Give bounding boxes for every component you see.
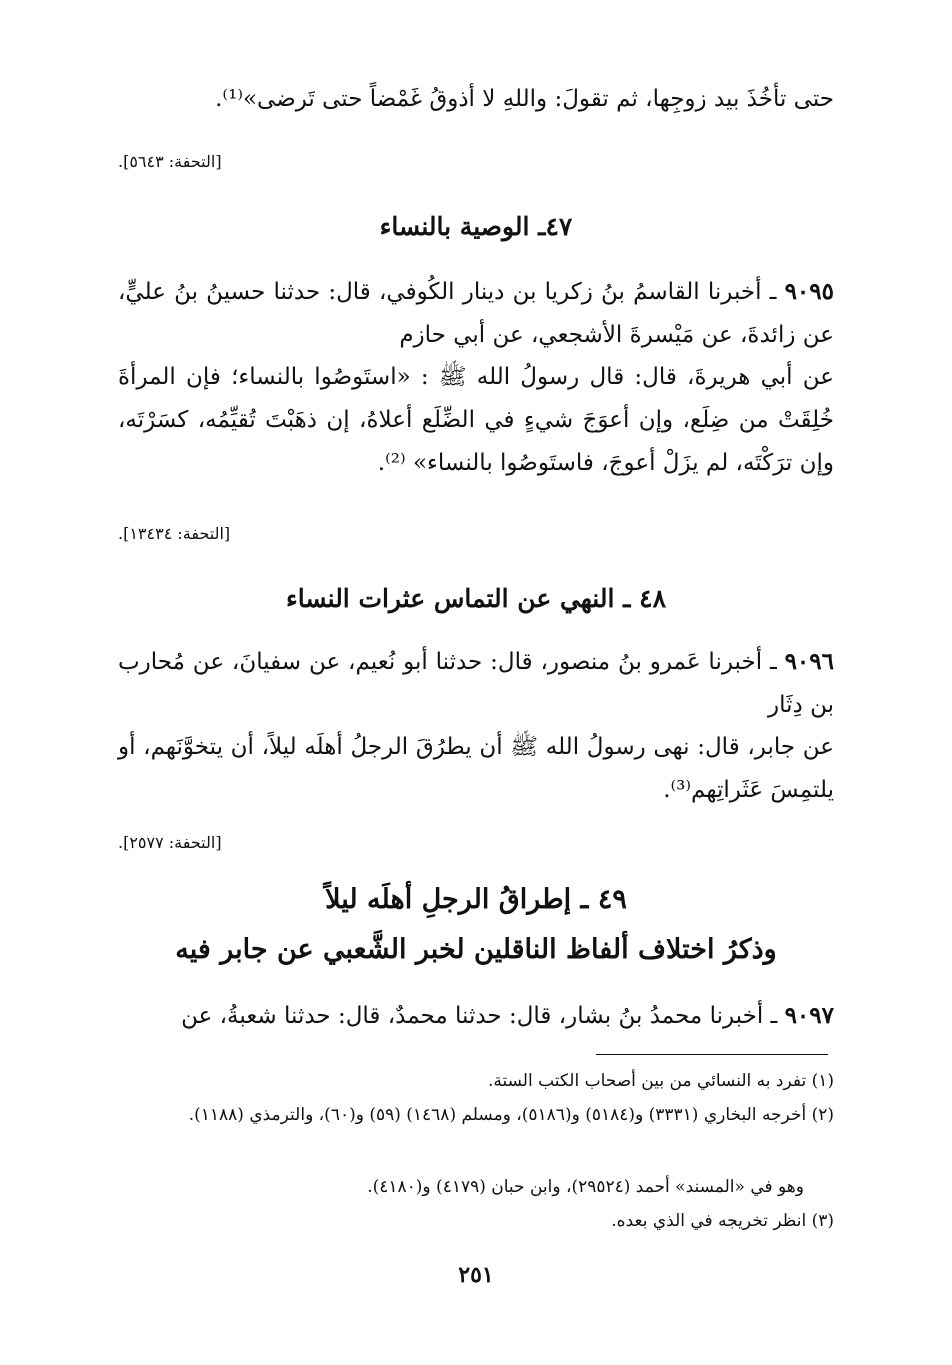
footnote-separator [596,1054,828,1055]
hadith-matn: عن أبي هريرةَ، قال: قال رسولُ الله ﷺ : «استَوصُوا بالنساء؛ فإن المرأةَ خُلِقَتْ من ضِلَع، وإن أعوَجَ شيءٍ في الضِّلَع أعلاهُ، إن ذهَبْتَ تُقيِّمُه، كسَرْتَه، وإن ترَكْتَه، لم يزَلْ أعوجَ، فاستَوصُوا بالنساء» ⁽²⁾. [118,364,834,476]
hadith-number: ٩٠٩٥ [784,278,834,305]
footnote-3: (٣) انظر تخريجه في الذي بعده. [611,1211,834,1231]
continued-paragraph: حتى تأخُذَ بيد زوجِها، ثم تقولَ: واللهِ لا أذوقُ غَمْضاً حتى تَرضى»⁽¹⁾. [215,86,834,112]
hadith-number: ٩٠٩٧ [784,1002,834,1029]
chapter-heading: ٤٧ـ الوصية بالنساء [379,212,573,241]
footnote-2: (٢) أخرجه البخاري (٣٣٣١) و(٥١٨٤) و(٥١٨٦)، ومسلم (١٤٦٨) (٥٩) و(٦٠)، والترمذي (١١٨٨). [188,1105,834,1125]
hadith-isnad [118,640,834,727]
hadith-isnad [118,270,834,357]
isnad-text: ـ أخبرنا القاسمُ بنُ زكريا بن دينار الكُوفي، قال: حدثنا حسينُ بنُ عليٍّ، عن زائدةَ، عن مَيْسرةَ الأشجعي، عن أبي حازم [118,279,834,348]
isnad-text: ـ أخبرنا محمدُ بنُ بشار، قال: حدثنا محمدٌ، قال: حدثنا شعبةُ، عن [181,1003,785,1029]
hadith-number: ٩٠٩٦ [784,648,834,675]
tuhfa-reference: [التحفة: ٢٥٧٧]. [118,833,222,852]
page-number: ٢٥١ [458,1262,494,1288]
chapter-heading: ٤٩ ـ إطراقُ الرجلِ أهلَه ليلاً [325,884,627,915]
footnote-1: (١) تفرد به النسائي من بين أصحاب الكتب الستة. [487,1071,834,1091]
chapter-heading: ٤٨ ـ النهي عن التماس عثرات النساء [285,584,667,613]
hadith-isnad [118,994,834,1038]
chapter-subheading: وذكرُ اختلاف ألفاظ الناقلين لخبر الشَّعبي عن جابر فيه [175,934,777,965]
footnote-2-continued: وهو في «المسند» أحمد (٢٩٥٢٤)، وابن حبان (٤١٧٩) و(٤١٨٠). [367,1177,804,1197]
hadith-matn: عن جابر، قال: نهى رسولُ الله ﷺ أن يطرُقَ الرجلُ أهلَه ليلاً، أن يتخوَّنَهم، أو يلتمِسَ عَثَراتِهم⁽³⁾. [118,734,834,803]
isnad-text: ـ أخبرنا عَمرو بنُ منصور، قال: حدثنا أبو نُعيم، عن سفيانَ، عن مُحارب بن دِثَار [118,649,834,718]
tuhfa-reference: [التحفة: ٥٦٤٣]. [118,152,222,171]
tuhfa-reference: [التحفة: ١٣٤٣٤]. [118,524,231,543]
